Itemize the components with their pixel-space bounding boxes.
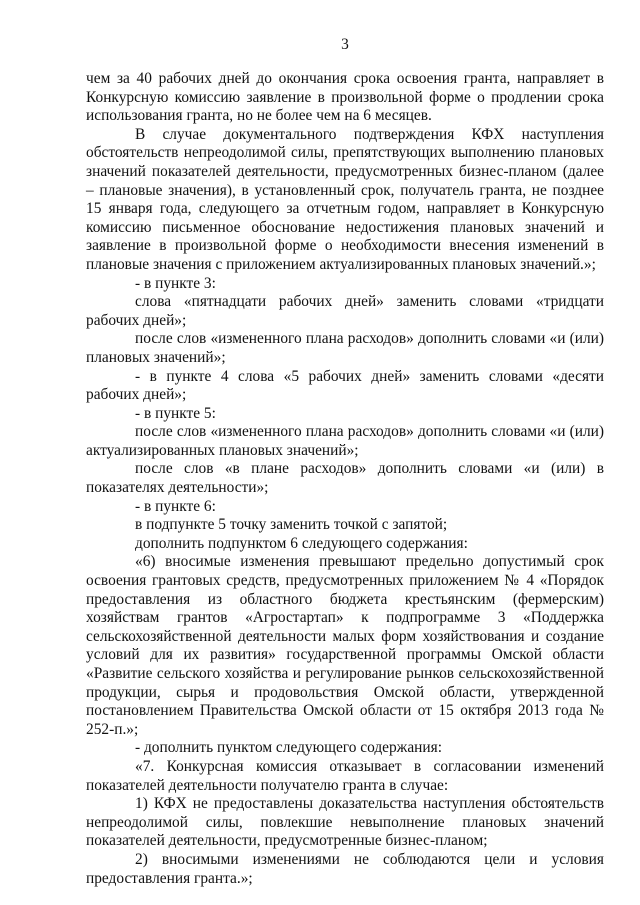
paragraph: - в пункте 3: [135,274,216,292]
paragraph: - в пункте 4 слова «5 рабочих дней» заменить словами «десяти рабочих дней»; [86,367,604,404]
paragraph: - дополнить пунктом следующего содержания: [135,739,442,757]
paragraph: слова «пятнадцати рабочих дней» заменить словами «тридцати рабочих дней»; [86,293,604,329]
paragraph: чем за 40 рабочих дней до окончания срока освоения гранта, направляет в Конкурсную комиссию заявление в произвольной форме о продлении срока использования гранта, но не более чем на 6 месяцев. [86,70,604,125]
paragraph: после слов «в плане расходов» дополнить словами «и (или) в показателях деятельности»; [86,460,604,497]
paragraph: «6) вносимые изменения превышают предельно допустимый срок освоения грантовых средств, предусмотренных приложением № 4 «Порядок предоставления из областного бюджета крестьянским (фермерским) хозяйствам грантов «Агростартап» к подпрограмме 3 «Поддержка сельскохозяйственной деятельности малых форм хозяйствования и создание условий для их развития» государственной программы Омской области «Развитие сельского хозяйства и регулирование рынков сельскохозяйственной продукции, сырья и продовольствия Омской области, утвержденной постановлением Правительства Омской области от 15 октября 2013 года № 252-п.»; [86,553,604,738]
paragraph: после слов «измененного плана расходов» дополнить словами «и (или) актуализированных плановых значений»; [86,423,604,459]
paragraph: 1) КФХ не предоставлены доказательства наступления обстоятельств непреодолимой силы, повлекшие невыполнение плановых значений показателей деятельности, предусмотренные бизнес-планом; [86,795,604,850]
page-number: 3 [341,36,349,53]
paragraph: 2) вносимыми изменениями не соблюдаются цели и условия предоставления гранта.»; [86,850,604,887]
paragraph: в подпункте 5 точку заменить точкой с запятой; [135,516,448,534]
paragraph: В случае документального подтверждения КФХ наступления обстоятельств непреодолимой силы, препятствующих выполнению плановых значений показателей деятельности, предусмотренных бизнес-планом (далее – плановые значения), в установленный срок, получатель гранта, не позднее 15 января года, следующего за отчетным годом, направляет в Конкурсную комиссию письменное обоснование недостижения плановых значений и заявление в произвольной форме о необходимости внесения изменений в плановые значения с приложением актуализированных плановых значений.»; [86,125,604,273]
paragraph: дополнить подпунктом 6 следующего содержания: [135,534,468,552]
paragraph: после слов «измененного плана расходов» дополнить словами «и (или) плановых значений»; [86,330,604,366]
paragraph: - в пункте 5: [135,404,216,422]
paragraph: - в пункте 6: [135,497,216,515]
document-body [86,70,604,888]
paragraph: «7. Конкурсная комиссия отказывает в согласовании изменений показателей деятельности получателю гранта в случае: [86,757,604,794]
